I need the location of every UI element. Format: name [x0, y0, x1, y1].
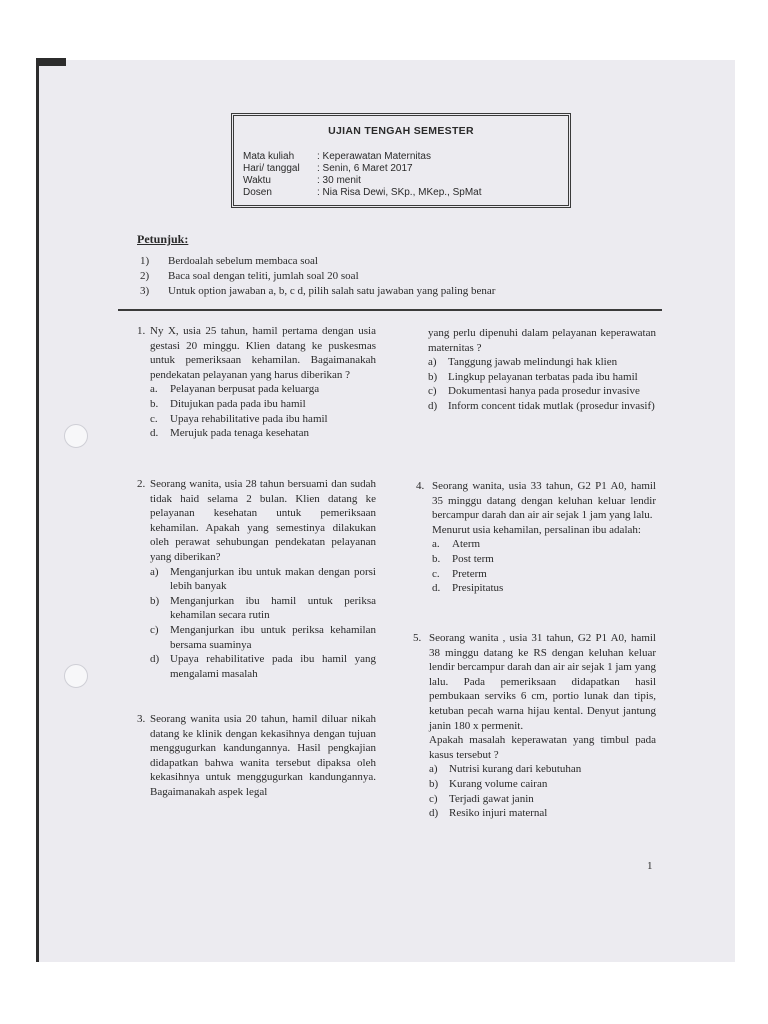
- option-label: a.: [150, 383, 158, 396]
- divider-line: [118, 309, 662, 311]
- option-text: Menganjurkan ibu untuk makan dengan porsi lebih banyak: [170, 565, 376, 593]
- question-3: [137, 712, 376, 800]
- option-label: c): [150, 623, 159, 636]
- question-5: [413, 631, 656, 821]
- answer-option: [150, 623, 376, 652]
- option-text: Post term: [452, 552, 494, 565]
- answer-option: [428, 370, 656, 385]
- question-stem: Seorang wanita, usia 33 tahun, G2 P1 A0, hamil 35 minggu datang dengan keluhan keluar lendir bercampur darah dan air air sejak 1 jam yang lalu.: [432, 480, 656, 522]
- option-text: Tanggung jawab melindungi hak klien: [448, 356, 618, 369]
- answer-option: [432, 537, 656, 552]
- instruction-text: Berdoalah sebelum membaca soal: [168, 255, 318, 267]
- option-label: d.: [150, 427, 159, 440]
- header-value: : Senin, 6 Maret 2017: [317, 163, 413, 174]
- option-text: Aterm: [452, 538, 481, 551]
- header-label: Dosen: [243, 187, 272, 198]
- option-text: Terjadi gawat janin: [449, 792, 534, 805]
- answer-option: [150, 397, 376, 412]
- instruction-number: 3): [140, 285, 150, 297]
- punch-hole-upper: [64, 424, 88, 448]
- exam-header-box: [231, 113, 571, 208]
- option-text: Presipitatus: [452, 582, 504, 595]
- instructions-title: Petunjuk:: [137, 232, 189, 246]
- header-value: : Nia Risa Dewi, SKp., MKep., SpMat: [317, 187, 482, 198]
- answer-option: [432, 552, 656, 567]
- answer-option: [432, 581, 656, 596]
- question-prompt: Menurut usia kehamilan, persalinan ibu adalah:: [432, 523, 641, 536]
- page-number: 1: [647, 860, 653, 872]
- question-stem: Seorang wanita usia 20 tahun, hamil diluar nikah datang ke klinik dengan kekasihnya dengan tujuan menggugurkan kandungannya. Hasil pengkajian didapatkan bahwa wanita tersebut dipaksa oleh kekasihnya untuk menggugurkan kandungannya. Bagaimanakah aspek legal: [150, 713, 376, 798]
- instruction-item: [140, 270, 359, 282]
- option-label: b.: [432, 552, 441, 565]
- option-label: a): [428, 356, 437, 369]
- question-stem-continued: yang perlu dipenuhi dalam pelayanan keperawatan maternitas ?: [428, 327, 656, 354]
- question-4: [416, 479, 656, 596]
- option-label: a): [150, 565, 159, 578]
- option-text: Upaya rehabilitative pada ibu hamil: [170, 412, 328, 425]
- answer-option: [429, 777, 656, 792]
- answer-option: [428, 355, 656, 370]
- header-row-lecturer: [243, 187, 482, 198]
- question-3-continued: [428, 326, 656, 414]
- header-value: : Keperawatan Maternitas: [317, 151, 431, 162]
- option-text: Menganjurkan ibu untuk periksa kehamilan bersama suaminya: [170, 623, 376, 651]
- option-text: Upaya rehabilitative pada ibu hamil yang mengalami masalah: [170, 653, 376, 680]
- header-row-date: [243, 163, 413, 174]
- question-stem: Seorang wanita, usia 28 tahun bersuami dan sudah tidak haid selama 2 bulan. Klien datang ke pelayanan kesehatan untuk pemeriksaan kehamilan. Apakah yang semestinya dilakukan oleh perawat sehubungan pendekatan pelayanan yang diberikan?: [150, 478, 376, 563]
- header-value: : 30 menit: [317, 175, 361, 186]
- question-1: [137, 324, 376, 441]
- option-label: b): [150, 594, 160, 607]
- question-2: [137, 477, 376, 681]
- option-text: Nutrisi kurang dari kebutuhan: [449, 763, 582, 776]
- answer-option: [150, 652, 376, 681]
- option-label: b): [428, 370, 438, 383]
- answer-option: [150, 594, 376, 623]
- punch-hole-lower: [64, 664, 88, 688]
- instruction-text: Untuk option jawaban a, b, c d, pilih salah satu jawaban yang paling benar: [168, 285, 496, 297]
- answer-option: [150, 382, 376, 397]
- instruction-number: 2): [140, 270, 150, 282]
- option-label: b.: [150, 397, 159, 410]
- option-text: Merujuk pada tenaga kesehatan: [170, 427, 309, 440]
- option-text: Ditujukan pada pada ibu hamil: [170, 397, 306, 410]
- question-number: 1.: [137, 325, 146, 337]
- option-label: d): [150, 653, 160, 666]
- answer-option: [150, 565, 376, 594]
- instruction-text: Baca soal dengan teliti, jumlah soal 20 soal: [168, 270, 359, 282]
- question-number: 3.: [137, 713, 146, 725]
- header-row-course: [243, 151, 431, 162]
- answer-option: [150, 412, 376, 427]
- option-label: b): [429, 777, 439, 790]
- question-prompt: Apakah masalah keperawatan yang timbul pada kasus tersebut ?: [429, 734, 656, 761]
- header-label: Hari/ tanggal: [243, 163, 300, 174]
- scan-edge: [36, 58, 66, 66]
- option-label: d.: [432, 582, 441, 595]
- question-number: 4.: [416, 480, 425, 492]
- option-text: Lingkup pelayanan terbatas pada ibu hamil: [448, 370, 638, 383]
- question-number: 2.: [137, 478, 146, 490]
- instruction-item: [140, 285, 495, 297]
- answer-option: [428, 399, 656, 414]
- option-label: d): [428, 399, 438, 412]
- option-label: c.: [432, 567, 440, 580]
- option-text: Inform concent tidak mutlak (prosedur invasif): [448, 399, 655, 412]
- option-text: Preterm: [452, 567, 487, 580]
- question-stem: Ny X, usia 25 tahun, hamil pertama dengan usia gestasi 20 minggu. Klien datang ke puskesmas untuk pemeriksaan kehamilan. Bagaimanakah pendekatan pelayanan yang harus diberikan ?: [150, 325, 376, 381]
- answer-option: [429, 806, 656, 821]
- answer-option: [428, 384, 656, 399]
- option-text: Kurang volume cairan: [449, 777, 548, 790]
- answer-option: [432, 567, 656, 582]
- header-label: Waktu: [243, 175, 271, 186]
- option-text: Pelayanan berpusat pada keluarga: [170, 383, 320, 396]
- question-stem: Seorang wanita , usia 31 tahun, G2 P1 A0, hamil 38 minggu datang ke RS dengan keluhan keluar lendir bercampur darah dan air air sejak 1 jam yang lalu. Pada pemeriksaan didapatkan hasil pembukaan serviks 6 cm, portio lunak dan tipis, ketuban pecah warna hijau kental. Denyut jantung janin 180 x permenit.: [429, 632, 656, 732]
- instruction-number: 1): [140, 255, 150, 267]
- option-label: a): [429, 763, 438, 776]
- header-row-time: [243, 175, 361, 186]
- header-label: Mata kuliah: [243, 151, 295, 162]
- option-label: c): [428, 385, 437, 398]
- answer-option: [429, 762, 656, 777]
- option-label: a.: [432, 538, 440, 551]
- question-number: 5.: [413, 632, 422, 644]
- answer-option: [429, 792, 656, 807]
- option-label: d): [429, 807, 439, 820]
- exam-title: UJIAN TENGAH SEMESTER: [328, 125, 474, 137]
- option-label: c.: [150, 412, 158, 425]
- option-text: Dokumentasi hanya pada prosedur invasive: [448, 385, 640, 398]
- option-text: Resiko injuri maternal: [449, 807, 548, 820]
- option-label: c): [429, 792, 438, 805]
- option-text: Menganjurkan ibu hamil untuk periksa kehamilan secara rutin: [170, 594, 376, 622]
- instruction-item: [140, 255, 318, 267]
- answer-option: [150, 426, 376, 441]
